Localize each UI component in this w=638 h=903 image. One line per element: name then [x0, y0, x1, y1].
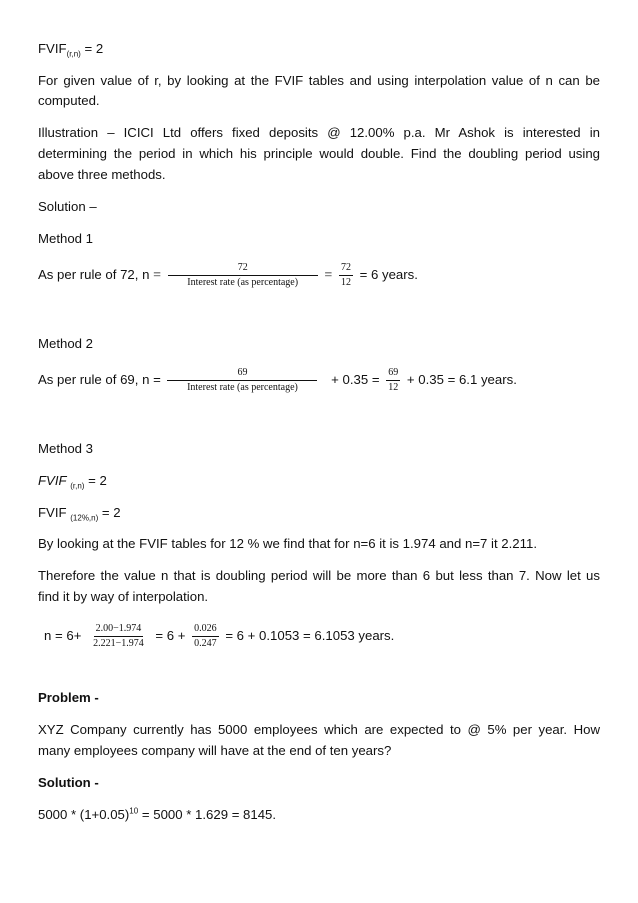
therefore-line-2: find it by way of interpolation.	[38, 589, 209, 604]
numerator: 69	[386, 367, 400, 381]
method-2-result: + 0.35 = 6.1 years.	[406, 371, 517, 387]
fvif-line	[38, 40, 103, 58]
solution-heading: Solution –	[38, 199, 97, 214]
interpolation-result: = 6 + 0.1053 = 6.1053 years.	[225, 627, 395, 643]
fraction-72-over-rate	[168, 262, 318, 289]
method-3-fvif-12	[38, 504, 121, 522]
growth-base: 5000 * (1+0.05)	[38, 807, 130, 822]
denominator: 0.247	[194, 638, 217, 649]
fraction-69-over-rate	[167, 367, 317, 394]
fvif-label: FVIF	[38, 473, 67, 488]
problem-line-2: many employees company will have at the end of ten years?	[38, 743, 392, 758]
intro-paragraph-line-2: computed.	[38, 93, 100, 108]
method-1-prefix: As per rule of 72, n	[38, 266, 150, 282]
equals-sign: =	[153, 267, 162, 283]
fraction-69-over-12	[386, 367, 400, 394]
fraction-decimal	[192, 623, 219, 650]
problem-heading	[38, 689, 99, 707]
fvif-subscript: (12%,n)	[70, 513, 99, 523]
numerator: 72	[339, 262, 353, 276]
method-2-middle: + 0.35 =	[331, 371, 380, 387]
method-1-result: = 6 years.	[359, 266, 418, 282]
illustration-line-1: Illustration – ICICI Ltd offers fixed deposits @ 12.00% p.a. Mr Ashok is interested in	[38, 125, 600, 140]
growth-result: = 5000 * 1.629 = 8145.	[138, 807, 277, 822]
solution-2-heading-text: Solution -	[38, 775, 99, 790]
illustration-line-2: determining the period in which his principle would double. Find the doubling period using	[38, 146, 600, 161]
fvif-table-lookup: By looking at the FVIF tables for 12 % we find that for n=6 it is 1.974 and n=7 it 2.211.	[38, 536, 537, 551]
fraction-72-over-12	[339, 262, 353, 289]
fvif-label: FVIF	[38, 41, 67, 56]
method-3-fvif-rn	[38, 472, 107, 490]
fvif-subscript: (r,n)	[70, 481, 85, 491]
growth-calculation	[38, 806, 276, 824]
method-2-equation	[38, 367, 517, 394]
denominator: Interest rate (as percentage)	[187, 382, 298, 393]
therefore-line-1: Therefore the value n that is doubling period will be more than 6 but less than 7. Now let us	[38, 568, 600, 583]
fraction-difference	[91, 623, 146, 650]
interpolation-middle: = 6 +	[155, 627, 186, 643]
numerator: 2.00−1.974	[94, 623, 144, 637]
problem-line-1: XYZ Company currently has 5000 employees which are expected to @ 5% per year. How	[38, 722, 600, 737]
method-3-heading: Method 3	[38, 441, 93, 456]
fvif-value: = 2	[98, 505, 121, 520]
numerator: 69	[167, 367, 317, 381]
method-1-equation	[38, 262, 418, 289]
denominator: 2.221−1.974	[93, 638, 144, 649]
denominator: 12	[340, 277, 351, 288]
numerator: 0.026	[192, 623, 219, 637]
method-2-prefix: As per rule of 69, n =	[38, 371, 161, 387]
fvif-label: FVIF	[38, 505, 67, 520]
interpolation-prefix: n = 6+	[44, 627, 82, 643]
growth-exponent: 10	[129, 806, 139, 816]
equals-sign-2: =	[324, 267, 333, 283]
denominator: 12	[388, 382, 399, 393]
denominator: Interest rate (as percentage)	[187, 277, 299, 288]
fvif-value: = 2	[80, 41, 104, 56]
solution-2-heading	[38, 774, 99, 792]
method-1-heading: Method 1	[38, 231, 93, 246]
numerator: 72	[168, 262, 318, 276]
fvif-value: = 2	[84, 473, 107, 488]
problem-heading-text: Problem -	[38, 690, 99, 705]
method-2-heading: Method 2	[38, 336, 93, 351]
intro-paragraph-line-1: For given value of r, by looking at the FVIF tables and using interpolation value of n can be	[38, 73, 600, 88]
fvif-subscript: (r,n)	[66, 49, 81, 59]
interpolation-equation	[44, 623, 394, 650]
illustration-line-3: above three methods.	[38, 167, 166, 182]
